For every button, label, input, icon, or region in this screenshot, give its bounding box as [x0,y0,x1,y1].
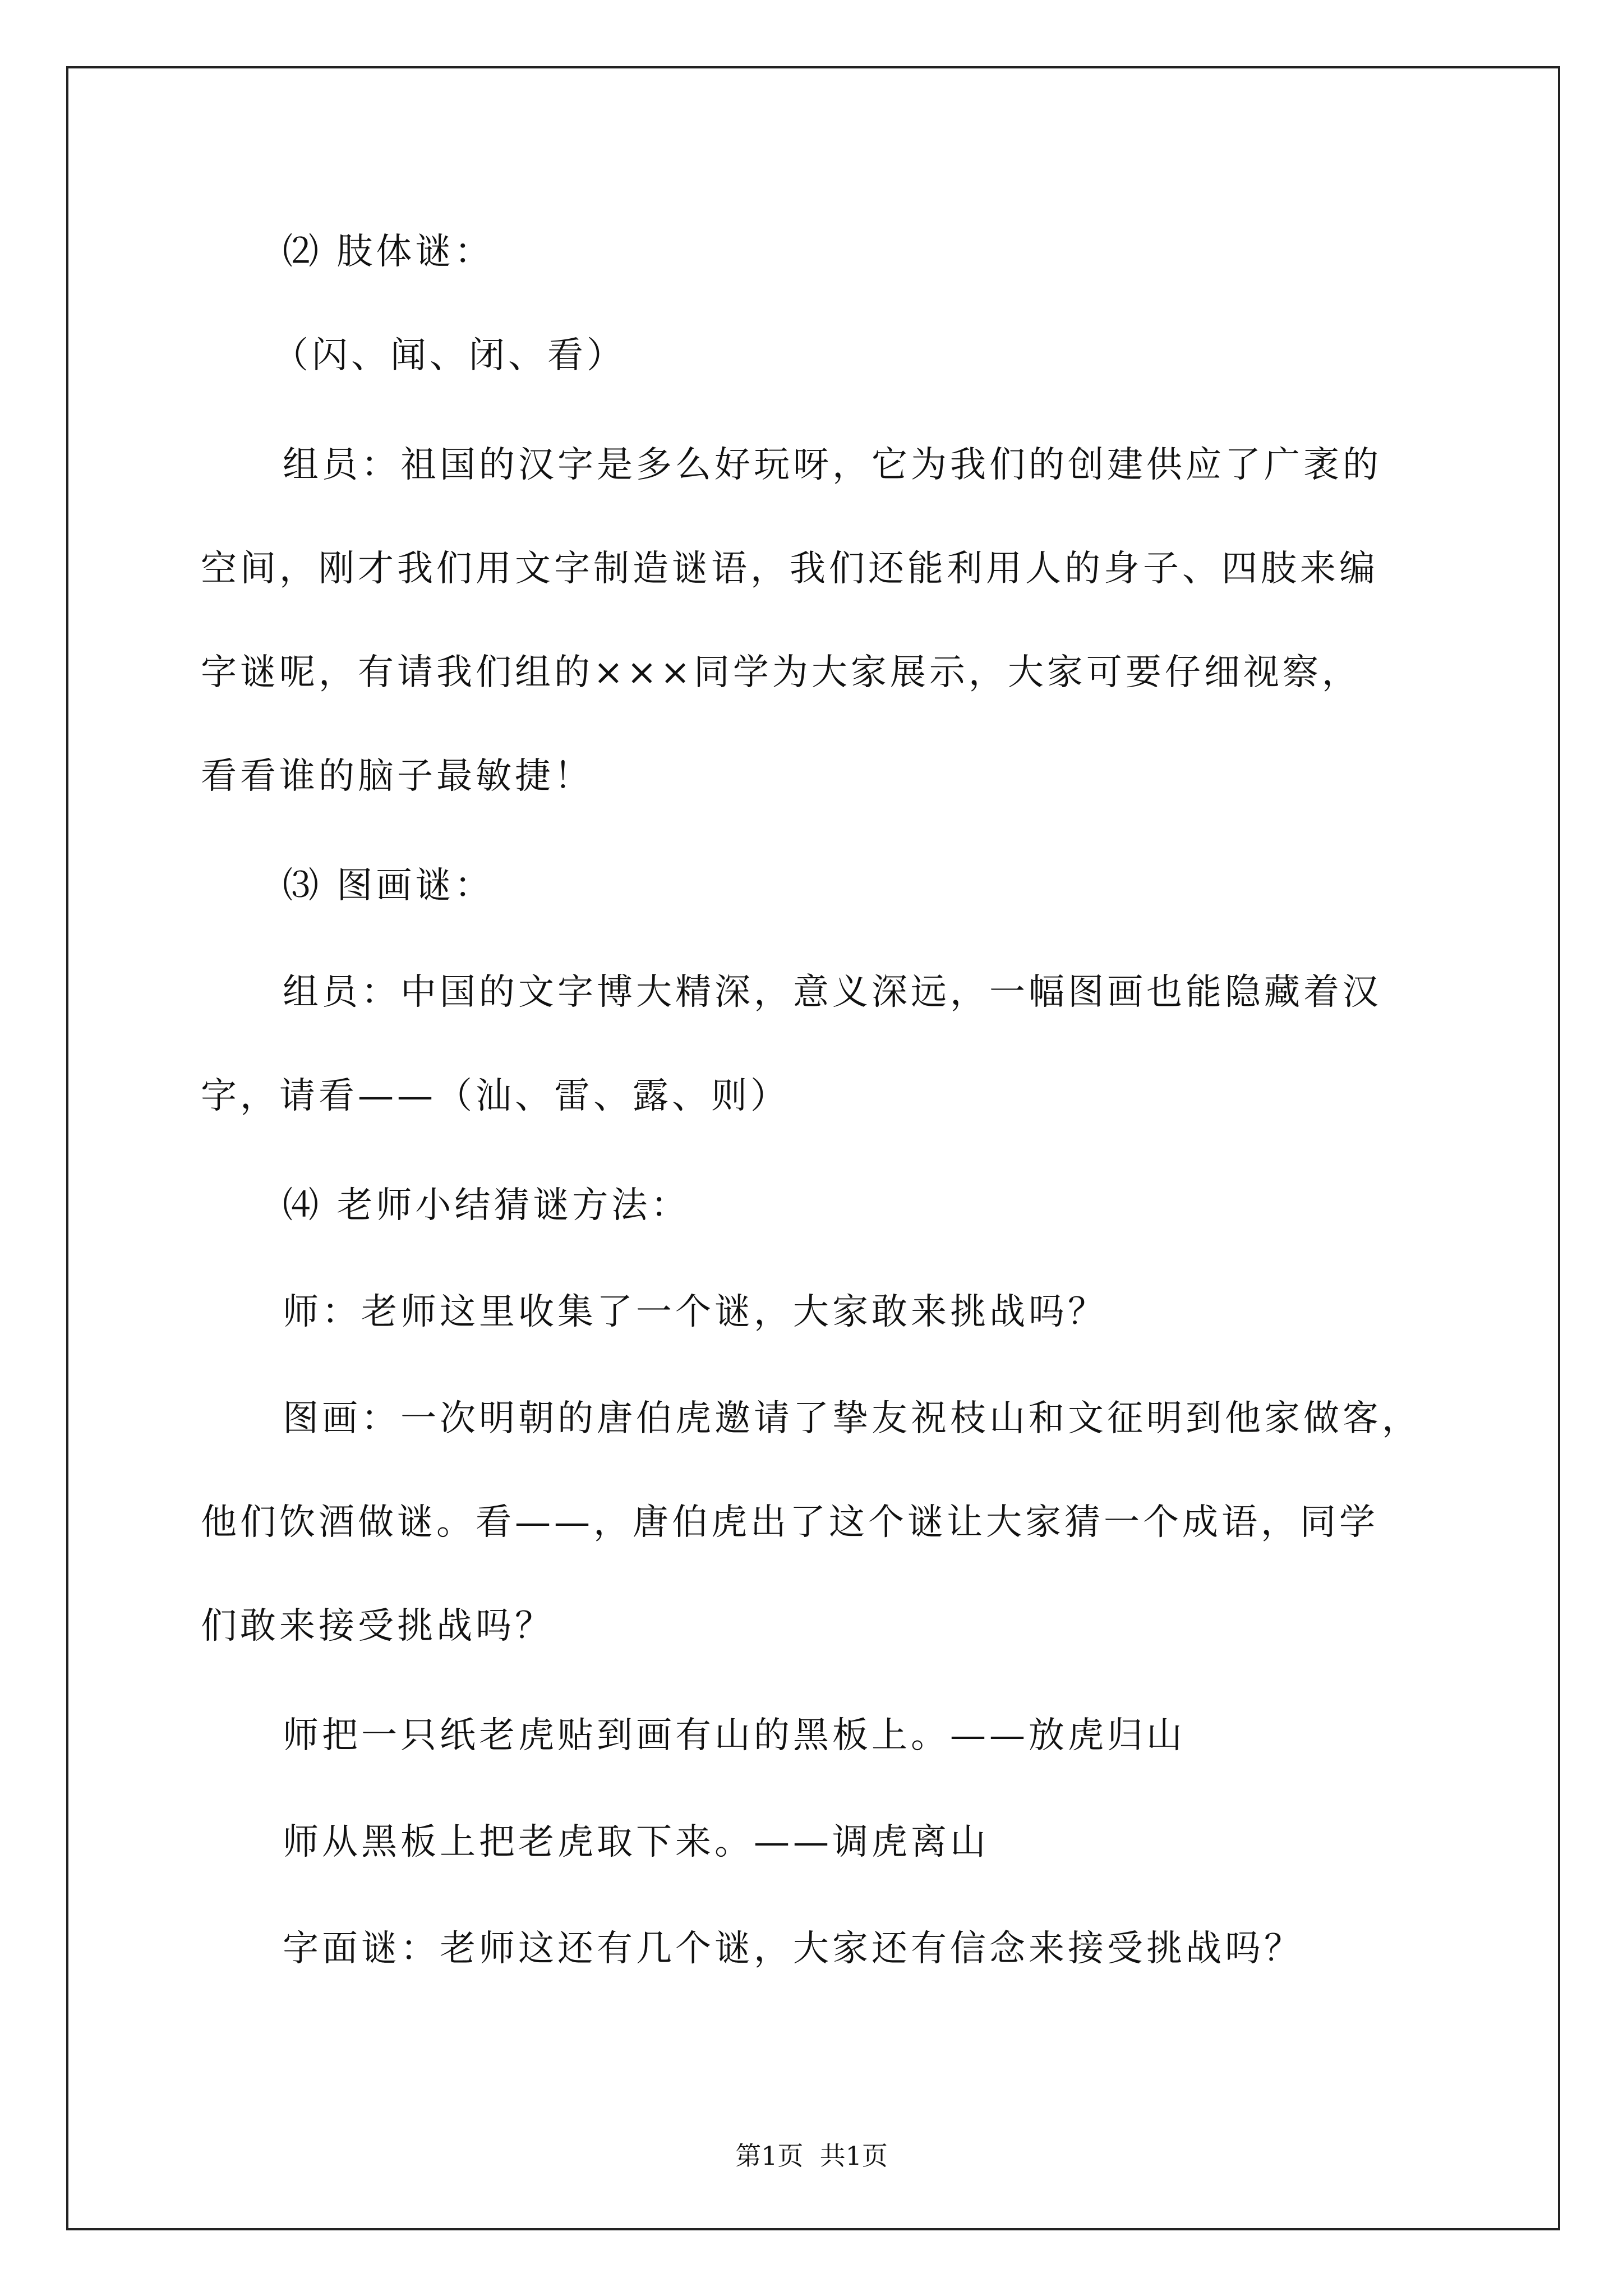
page-border [66,66,1560,2230]
paragraph-line: 组员：中国的文字博大精深，意义深远，一幅图画也能隐藏着汉 [283,972,1382,1013]
section-heading-teacher-summary: ⑷ 老师小结猜谜方法： [283,1185,690,1226]
section-heading-body-riddle: ⑵ 肢体谜： [283,231,494,273]
paragraph-line: 师：老师这里收集了一个谜，大家敢来挑战吗？ [283,1291,1107,1333]
paragraph-line: 字，请看——（汕、雷、露、则） [201,1075,790,1117]
paragraph-line: 他们饮酒做谜。看——，唐伯虎出了这个谜让大家猜一个成语，同学 [201,1502,1378,1543]
paragraph-line: 们敢来接受挑战吗？ [201,1605,554,1647]
paragraph-line: 看看谁的脑子最敏捷！ [201,756,593,797]
paragraph-line: 空间，刚才我们用文字制造谜语，我们还能利用人的身子、四肢来编 [201,548,1378,590]
paragraph-line: 字谜呢，有请我们组的×××同学为大家展示，大家可要仔细视察， [201,652,1361,693]
paragraph-line: 字面谜：老师这还有几个谜，大家还有信念来接受挑战吗？ [283,1928,1303,1970]
section-heading-picture-riddle: ⑶ 图画谜： [283,865,494,907]
paragraph-line: 师从黑板上把老虎取下来。——调虎离山 [283,1821,989,1863]
paragraph-line: 图画：一次明朝的唐伯虎邀请了挚友祝枝山和文征明到他家做客， [283,1398,1421,1439]
answer-line: （闪、闻、闭、看） [273,335,626,376]
paragraph-line: 师把一只纸老虎贴到画有山的黑板上。——放虎归山 [283,1715,1186,1756]
paragraph-line: 组员：祖国的汉字是多么好玩呀，它为我们的创建供应了广袤的 [283,444,1382,486]
page-footer: 第1页 共1页 [735,2141,888,2171]
